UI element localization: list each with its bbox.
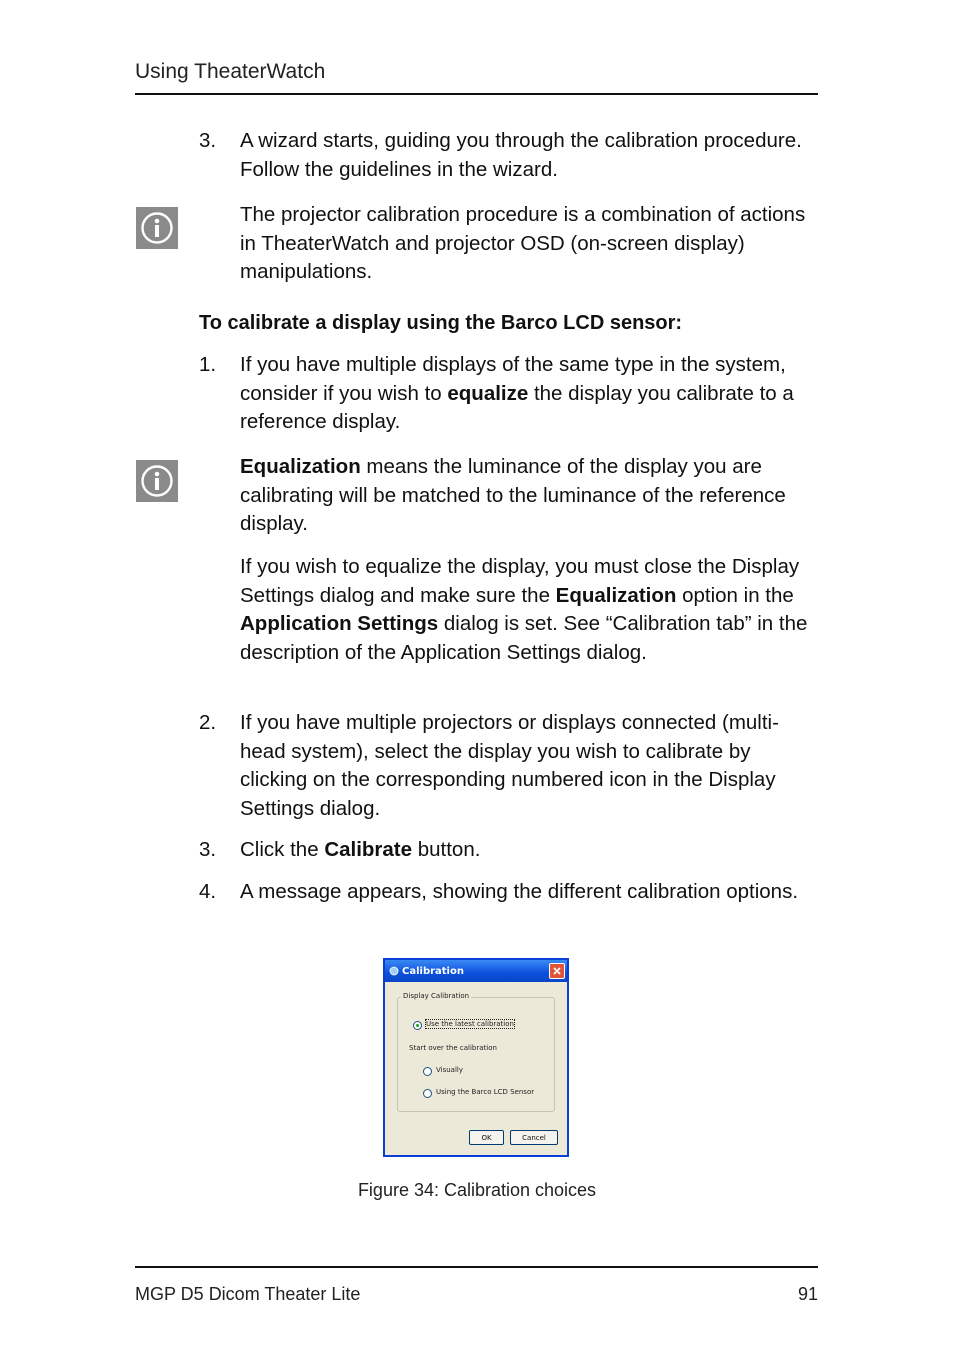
info-icon bbox=[136, 207, 178, 249]
radio-visually[interactable] bbox=[423, 1067, 432, 1076]
step-text: If you have multiple projectors or displays connected (multi-head system), select the display you wish to calibrate by clicking on the corresponding numbered icon in the Display Settings dialog. bbox=[240, 711, 779, 820]
info-icon bbox=[136, 460, 178, 502]
dialog-title: Calibration bbox=[402, 965, 464, 977]
step-number: 2. bbox=[199, 711, 217, 734]
option-visually-label[interactable]: Visually bbox=[436, 1066, 463, 1074]
calibration-dialog bbox=[383, 958, 569, 1157]
step-text: A message appears, showing the different calibration options. bbox=[240, 880, 799, 903]
close-icon bbox=[553, 967, 561, 975]
footer-product: MGP D5 Dicom Theater Lite bbox=[135, 1284, 361, 1304]
note-text: Equalization means the luminance of the display you are calibrating will be matched to the luminance of the reference display. bbox=[240, 455, 786, 535]
step-number: 4. bbox=[199, 880, 217, 903]
header-rule bbox=[135, 93, 818, 95]
start-over-label: Start over the calibration bbox=[409, 1044, 497, 1052]
step-text: If you have multiple displays of the same type in the system, consider if you wish to equalize the display you calibrate to a reference display. bbox=[240, 353, 794, 433]
ok-button[interactable]: OK bbox=[469, 1130, 504, 1145]
running-header: Using TheaterWatch bbox=[135, 60, 326, 83]
step-number: 3. bbox=[199, 838, 217, 861]
option-latest-label[interactable]: Use the latest calibration bbox=[426, 1020, 514, 1028]
note-text: The projector calibration procedure is a combination of actions in TheaterWatch and projector OSD (on-screen display) manipulations. bbox=[240, 203, 806, 283]
footer-rule bbox=[135, 1266, 818, 1268]
note-text: If you wish to equalize the display, you must close the Display Settings dialog and make sure the Equalization option in the Application Settings dialog is set. See “Calibration tab” in the description of the Application Settings dialog. bbox=[240, 555, 808, 664]
app-icon bbox=[389, 966, 399, 976]
page-number: 91 bbox=[797, 1284, 818, 1304]
option-sensor-label[interactable]: Using the Barco LCD Sensor bbox=[436, 1088, 535, 1096]
group-label: Display Calibration bbox=[403, 992, 470, 1000]
step-number: 1. bbox=[199, 353, 217, 376]
step-text: A wizard starts, guiding you through the calibration procedure. Follow the guidelines in the wizard. bbox=[240, 129, 802, 181]
figure-caption: Figure 34: Calibration choices bbox=[357, 1180, 597, 1200]
radio-lcd-sensor[interactable] bbox=[423, 1089, 432, 1098]
dialog-titlebar[interactable] bbox=[385, 960, 567, 982]
close-button[interactable] bbox=[549, 963, 565, 979]
cancel-button[interactable]: Cancel bbox=[510, 1130, 558, 1145]
radio-latest-calibration[interactable] bbox=[413, 1021, 422, 1030]
step-text: Click the Calibrate button. bbox=[240, 838, 481, 861]
section-heading: To calibrate a display using the Barco LCD sensor: bbox=[199, 312, 683, 334]
step-number: 3. bbox=[199, 129, 217, 152]
